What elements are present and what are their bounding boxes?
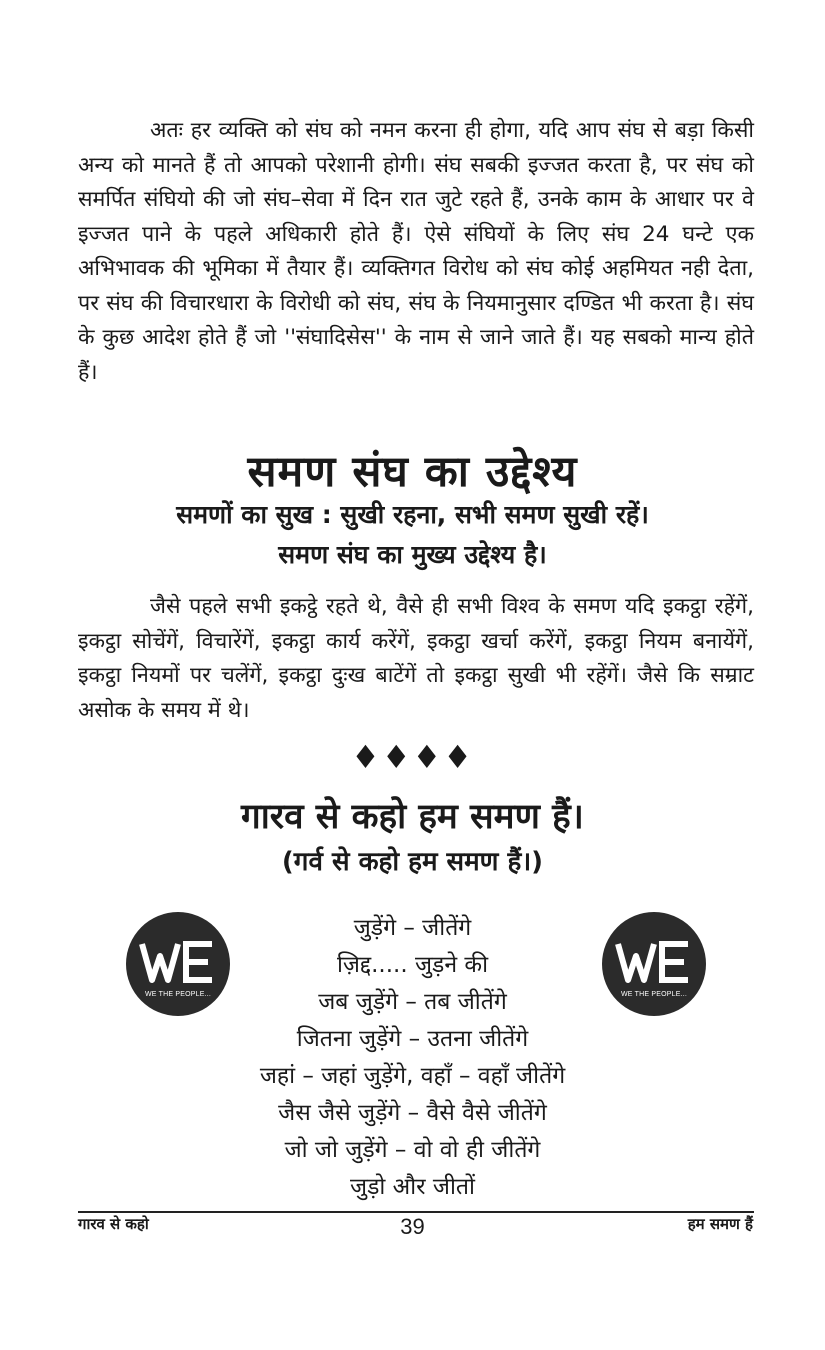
- logo-tagline: WE THE PEOPLE...: [144, 991, 212, 998]
- footer-divider: [78, 1211, 754, 1213]
- section-heading: समण संघ का उद्देश्य: [247, 447, 578, 497]
- page-number: 39: [400, 1214, 425, 1239]
- slogan-gloss: (गर्व से कहो हम समण हैं।): [281, 847, 544, 877]
- poem-line: जैस जैसे जुड़ेंगे – वैसे वैसे जीतेंगे: [278, 1100, 547, 1126]
- logo-tagline: WE THE PEOPLE...: [620, 991, 688, 998]
- poem-line: ज़िद्द..... जुड़ने की: [336, 952, 489, 978]
- poem-line: जहां – जहां जुड़ेंगे, वहाँ – वहाँ जीतेंगे: [259, 1063, 566, 1089]
- body-paragraph-2: जैसे पहले सभी इकट्ठे रहते थे, वैसे ही सभी विश्व के समण यदि इकट्ठा रहेंगें, इकट्ठा सोचेंगें, विचारेंगें, इकट्ठा कार्य करेंगें, इकट्ठा खर्चा करेंगें, इकट्ठा नियम बनायेंगें, इकट्ठा नियमों पर चलेंगें, इकट्ठा दुःख बाटेंगें तो इकट्ठा सुखी भी रहेंगें। जैसे कि सम्राट असोक के समय में थे।: [78, 594, 754, 723]
- poem-line: जो जो जुड़ेंगे – वो वो ही जीतेंगे: [284, 1137, 541, 1163]
- poem: [0, 910, 825, 1206]
- footer-left-title: गारव से कहो: [78, 1215, 149, 1233]
- section-subheading-1: समणों का सुख : सुखी रहना, सभी समण सुखी रहें।: [176, 500, 649, 529]
- section-subheading-2: समण संघ का मुख्य उद्देश्य है।: [278, 540, 547, 569]
- poem-line: जितना जुड़ेंगे – उतना जीतेंगे: [296, 1026, 529, 1052]
- poem-line: जुड़ेंगे – जीतेंगे: [353, 915, 472, 941]
- body-paragraph-1: अतः हर व्यक्ति को संघ को नमन करना ही होगा, यदि आप संघ से बड़ा किसी अन्य को मानते हैं तो आपको परेशानी होगी। संघ सबकी इज्जत करता है, पर संघ को समर्पित संघियो की जो संघ–सेवा में दिन रात जुटे रहते हैं, उनके काम के आधार पर वे इज्जत पाने के पहले अधिकारी होते हैं। ऐसे संघियों के लिए संघ 24 घन्टे एक अभिभावक की भूमिका में तैयार हैं। व्यक्तिगत विरोध को संघ कोई अहमियत नही देता, पर संघ की विचारधारा के विरोधी को संघ, संघ के नियमानुसार दण्डित भी करता है। संघ के कुछ आदेश होते हैं जो ''संघादिसेस'' के नाम से जाने जाते हैं। यह सबको मान्य होते हैं।: [78, 118, 754, 385]
- slogan-heading: गारव से कहो हम समण हैं।: [241, 797, 584, 837]
- footer-right-title: हम समण हैं: [687, 1215, 753, 1233]
- diamond-separator: ♦♦♦♦: [351, 738, 474, 776]
- poem-line: जुड़ो और जीतों: [350, 1174, 475, 1200]
- poem-line: जब जुड़ेंगे – तब जीतेंगे: [318, 989, 507, 1015]
